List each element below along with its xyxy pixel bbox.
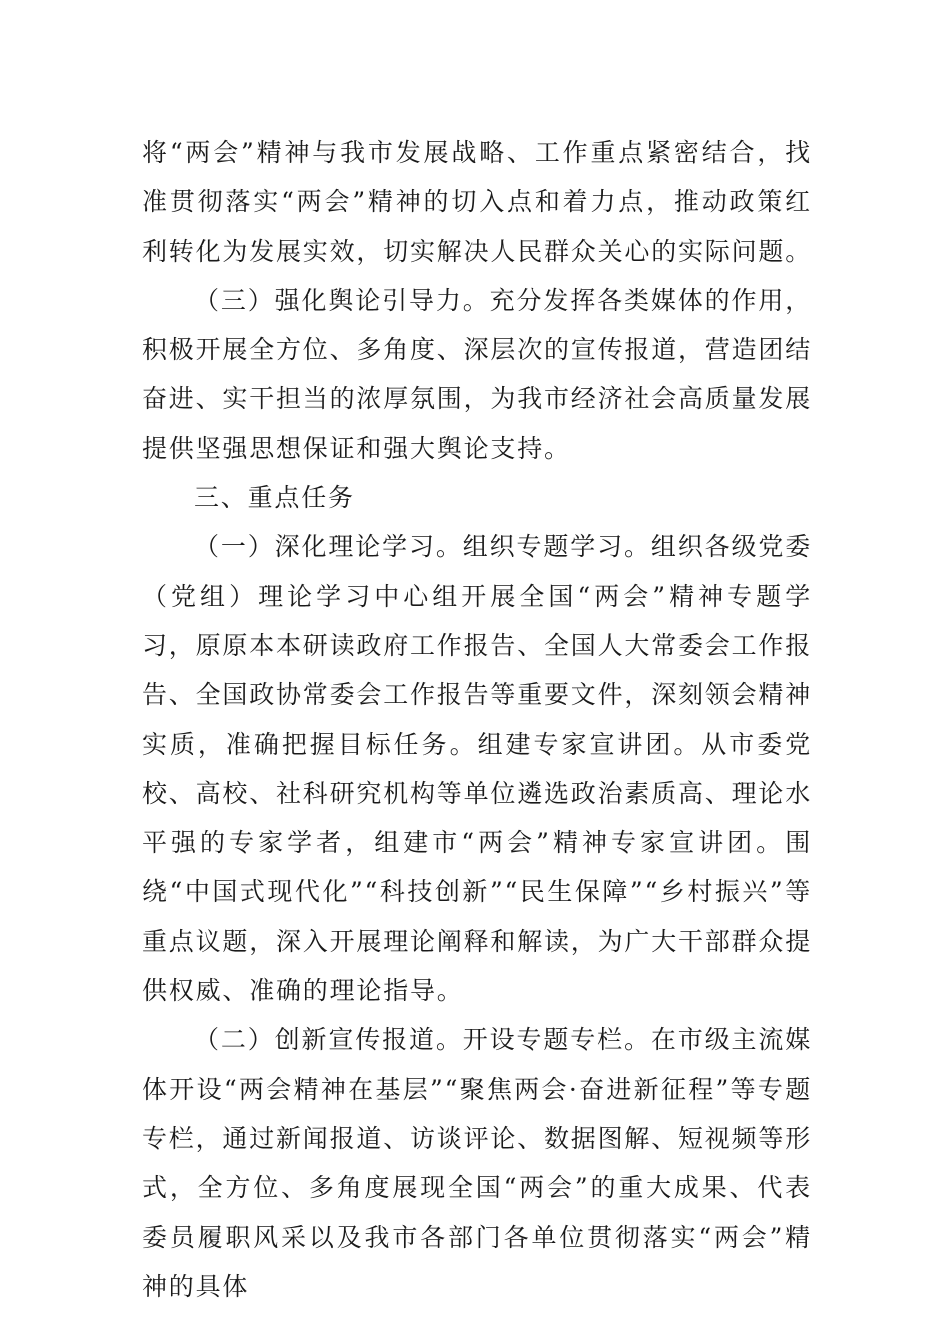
paragraph-theory-study: （一）深化理论学习。组织专题学习。组织各级党委（党组）理论学习中心组开展全国“两会”精神专题学习，原原本本研读政府工作报告、全国人大常委会工作报告、全国政协常委会工作报告等重要文件，深刻领会精神实质，准确把握目标任务。组建专家宣讲团。从市委党校、高校、社科研究机构等单位遴选政治素质高、理论水平强的专家学者，组建市“两会”精神专家宣讲团。围绕“中国式现代化”“科技创新”“民生保障”“乡村振兴”等重点议题，深入开展理论阐释和解读，为广大干部群众提供权威、准确的理论指导。: [142, 532, 813, 1006]
paragraph-public-opinion: （三）强化舆论引导力。充分发挥各类媒体的作用，积极开展全方位、多角度、深层次的宣传报道，营造团结奋进、实干担当的浓厚氛围，为我市经济社会高质量发展提供坚强思想保证和强大舆论支持。: [142, 285, 813, 463]
section-heading-key-tasks: 三、重点任务: [194, 483, 355, 513]
paragraph-publicity-reporting: （二）创新宣传报道。开设专题专栏。在市级主流媒体开设“两会精神在基层”“聚焦两会·奋进新征程”等专题专栏，通过新闻报道、访谈评论、数据图解、短视频等形式，全方位、多角度展现全国“两会”的重大成果、代表委员履职风采以及我市各部门各单位贯彻落实“两会”精神的具体: [142, 1025, 813, 1301]
paragraph-continuation: 将“两会”精神与我市发展战略、工作重点紧密结合，找准贯彻落实“两会”精神的切入点和着力点，推动政策红利转化为发展实效，切实解决人民群众关心的实际问题。: [142, 138, 813, 266]
document-body: [142, 128, 812, 1311]
